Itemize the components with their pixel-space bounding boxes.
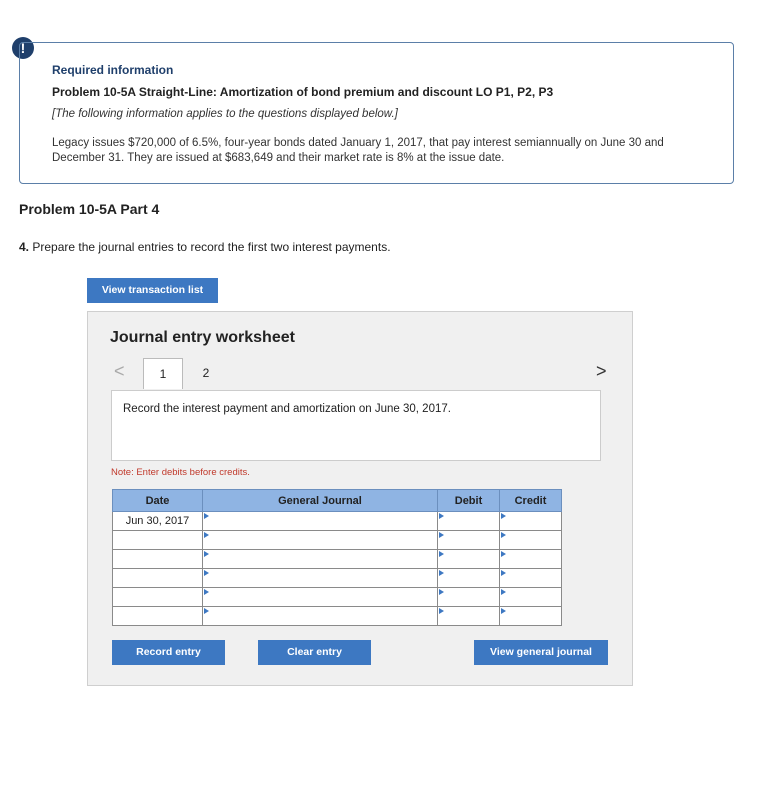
debit-input[interactable]: [438, 531, 500, 550]
date-column-header: Date: [113, 490, 203, 512]
triangle-icon: [439, 608, 444, 614]
chevron-left-icon[interactable]: <: [114, 361, 125, 381]
question-text: [19, 240, 391, 254]
account-input[interactable]: [203, 550, 438, 569]
dropdown-triangle-icon: [204, 570, 209, 576]
debits-credits-note: Note: Enter debits before credits.: [111, 467, 250, 478]
journal-entry-worksheet: [87, 311, 633, 686]
triangle-icon: [439, 551, 444, 557]
credit-input[interactable]: [500, 607, 562, 626]
dropdown-triangle-icon: [204, 589, 209, 595]
triangle-icon: [501, 570, 506, 576]
view-transaction-list-button[interactable]: View transaction list: [87, 278, 218, 303]
triangle-icon: [501, 589, 506, 595]
clear-entry-button[interactable]: Clear entry: [258, 640, 371, 665]
triangle-icon: [439, 513, 444, 519]
debit-input[interactable]: [438, 588, 500, 607]
tab-1[interactable]: 1: [143, 358, 183, 389]
triangle-icon: [501, 513, 506, 519]
date-cell: [113, 588, 203, 607]
journal-header-row: [113, 490, 562, 512]
triangle-icon: [439, 589, 444, 595]
problem-heading: Problem 10-5A Straight-Line: Amortization of bond premium and discount LO P1, P2, P3: [52, 85, 554, 99]
date-cell: Jun 30, 2017: [113, 512, 203, 531]
account-input[interactable]: [203, 531, 438, 550]
table-row: [113, 607, 562, 626]
dropdown-triangle-icon: [204, 532, 209, 538]
credit-input[interactable]: [500, 569, 562, 588]
chevron-right-icon[interactable]: >: [596, 361, 607, 381]
debit-input[interactable]: [438, 550, 500, 569]
credit-column-header: Credit: [500, 490, 562, 512]
table-row: [113, 550, 562, 569]
debit-column-header: Debit: [438, 490, 500, 512]
record-entry-button[interactable]: Record entry: [112, 640, 225, 665]
credit-input[interactable]: [500, 550, 562, 569]
account-input[interactable]: [203, 569, 438, 588]
journal-table: [112, 489, 562, 626]
debit-input[interactable]: [438, 512, 500, 531]
question-number: 4.: [19, 240, 30, 254]
applies-note: [The following information applies to the questions displayed below.]: [52, 108, 398, 120]
instruction-box: [111, 390, 601, 461]
debit-input[interactable]: [438, 569, 500, 588]
credit-input[interactable]: [500, 588, 562, 607]
triangle-icon: [501, 532, 506, 538]
account-input[interactable]: [203, 588, 438, 607]
credit-input[interactable]: [500, 531, 562, 550]
instruction-text: Record the interest payment and amortization on June 30, 2017.: [123, 403, 451, 415]
table-row: [113, 569, 562, 588]
date-cell: [113, 569, 203, 588]
dropdown-triangle-icon: [204, 608, 209, 614]
table-row: [113, 531, 562, 550]
dropdown-triangle-icon: [204, 551, 209, 557]
account-input[interactable]: [203, 607, 438, 626]
date-cell: [113, 531, 203, 550]
triangle-icon: [501, 608, 506, 614]
table-row: [113, 512, 562, 531]
triangle-icon: [501, 551, 506, 557]
triangle-icon: [439, 570, 444, 576]
tab-2[interactable]: 2: [202, 366, 210, 380]
triangle-icon: [439, 532, 444, 538]
date-cell: [113, 550, 203, 569]
dropdown-triangle-icon: [204, 513, 209, 519]
table-row: [113, 588, 562, 607]
view-general-journal-button[interactable]: View general journal: [474, 640, 608, 665]
debit-input[interactable]: [438, 607, 500, 626]
required-information-panel: [19, 42, 734, 184]
worksheet-title: Journal entry worksheet: [110, 329, 295, 346]
credit-input[interactable]: [500, 512, 562, 531]
general-journal-column-header: General Journal: [203, 490, 438, 512]
date-cell: [113, 607, 203, 626]
question-body: Prepare the journal entries to record the first two interest payments.: [29, 240, 391, 254]
required-info-title: Required information: [52, 63, 174, 77]
alert-icon: !: [12, 37, 34, 59]
part-title: Problem 10-5A Part 4: [19, 201, 160, 217]
problem-description: Legacy issues $720,000 of 6.5%, four-year bonds dated January 1, 2017, that pay interest semiannually on June 30 and December 31. They are issued at $683,649 and their market rate is 8% at the issue date.: [52, 137, 664, 164]
account-input[interactable]: [203, 512, 438, 531]
